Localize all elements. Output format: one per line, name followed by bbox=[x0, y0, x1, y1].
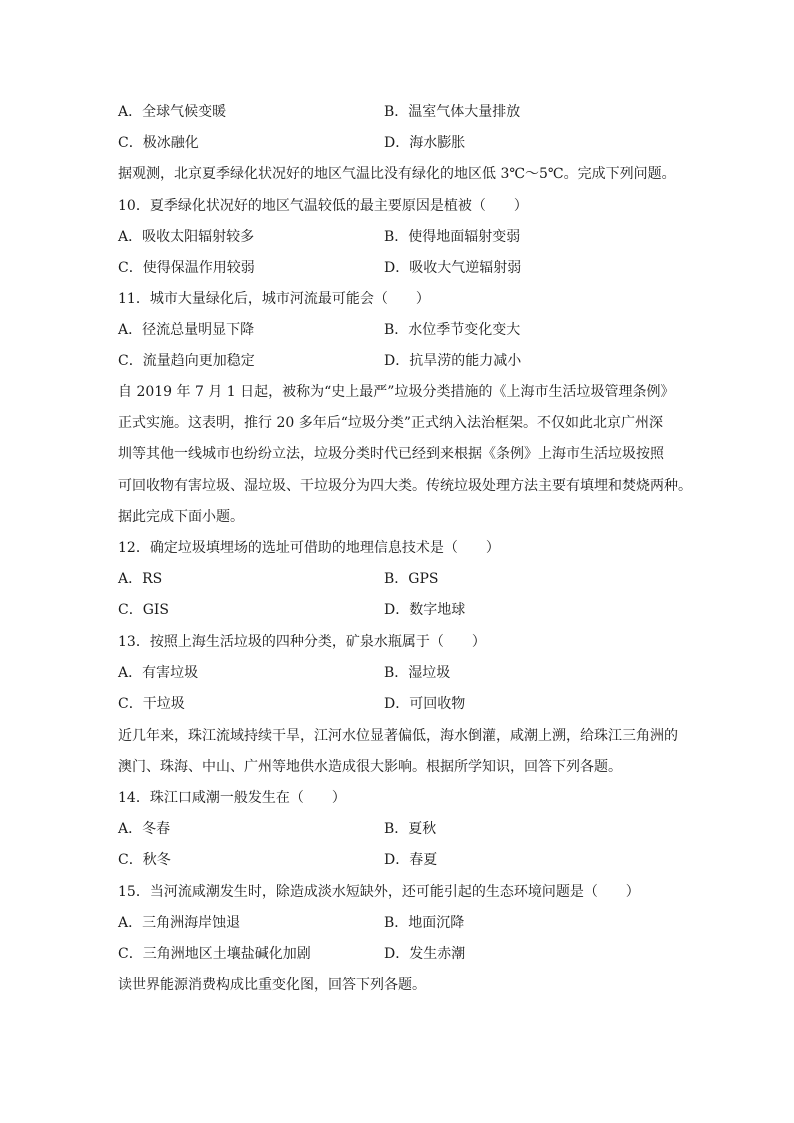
q11-option-a: A．径流总量明显下降 bbox=[118, 322, 255, 338]
q9-option-d: D．海水膨胀 bbox=[384, 135, 466, 151]
q11-option-c: C．流量趋向更加稳定 bbox=[118, 353, 255, 369]
q10-option-c: C．使得保温作用较弱 bbox=[118, 260, 255, 276]
q13-stem: 13．按照上海生活垃圾的四种分类，矿泉水瓶属于（ ） bbox=[118, 634, 486, 650]
q9-option-b: B．温室气体大量排放 bbox=[384, 104, 521, 120]
intro-tide-line1: 近几年来，珠江流域持续干旱，江河水位显著偏低，海水倒灌，咸潮上溯，给珠江三角洲的 bbox=[118, 728, 678, 744]
q12-option-d: D．数字地球 bbox=[384, 602, 466, 618]
intro-green: 据观测，北京夏季绿化状况好的地区气温比没有绿化的地区低 3℃～5℃。完成下列问题。 bbox=[118, 166, 676, 182]
q15-option-b: B．地面沉降 bbox=[384, 915, 465, 931]
intro-garbage-line1: 自 2019 年 7 月 1 日起，被称为“史上最严”垃圾分类措施的《上海市生活垃圾管理条例》 bbox=[118, 384, 675, 400]
intro-garbage-line5: 据此完成下面小题。 bbox=[118, 509, 244, 525]
q11-stem: 11．城市大量绿化后，城市河流最可能会（ ） bbox=[118, 291, 430, 307]
q13-option-d: D．可回收物 bbox=[384, 696, 466, 712]
q13-option-b: B．湿垃圾 bbox=[384, 665, 451, 681]
q12-option-b: B．GPS bbox=[384, 571, 439, 587]
q15-option-d: D．发生赤潮 bbox=[384, 946, 466, 962]
q9-option-c: C．极冰融化 bbox=[118, 135, 199, 151]
q14-stem: 14．珠江口咸潮一般发生在（ ） bbox=[118, 790, 346, 806]
intro-energy: 读世界能源消费构成比重变化图，回答下列各题。 bbox=[118, 977, 426, 993]
intro-garbage-line2: 正式实施。这表明，推行 20 多年后“垃圾分类”正式纳入法治框架。不仅如此北京广州深 bbox=[118, 415, 664, 431]
q12-option-a: A．RS bbox=[118, 571, 163, 587]
intro-garbage-line4: 可回收物有害垃圾、湿垃圾、干垃圾分为四大类。传统垃圾处理方法主要有填埋和焚烧两种。 bbox=[118, 478, 692, 494]
q14-option-a: A．冬春 bbox=[118, 821, 171, 837]
q9-option-a: A．全球气候变暖 bbox=[118, 104, 227, 120]
q11-option-d: D．抗旱涝的能力减小 bbox=[384, 353, 522, 369]
q14-option-c: C．秋冬 bbox=[118, 852, 171, 868]
q12-stem: 12．确定垃圾填埋场的选址可借助的地理信息技术是（ ） bbox=[118, 540, 500, 556]
q15-stem: 15．当河流咸潮发生时，除造成淡水短缺外，还可能引起的生态环境问题是（ ） bbox=[118, 884, 640, 900]
q10-option-d: D．吸收大气逆辐射弱 bbox=[384, 260, 522, 276]
q14-option-d: D．春夏 bbox=[384, 852, 438, 868]
q13-option-a: A．有害垃圾 bbox=[118, 665, 199, 681]
q14-option-b: B．夏秋 bbox=[384, 821, 437, 837]
q15-option-a: A．三角洲海岸蚀退 bbox=[118, 915, 241, 931]
q11-option-b: B．水位季节变化变大 bbox=[384, 322, 521, 338]
q10-option-a: A．吸收太阳辐射较多 bbox=[118, 229, 255, 245]
q10-option-b: B．使得地面辐射变弱 bbox=[384, 229, 521, 245]
q15-option-c: C．三角洲地区土壤盐碱化加剧 bbox=[118, 946, 311, 962]
intro-garbage-line3: 圳等其他一线城市也纷纷立法，垃圾分类时代已经到来根据《条例》上海市生活垃圾按照 bbox=[118, 446, 664, 462]
q12-option-c: C．GIS bbox=[118, 602, 170, 618]
q10-stem: 10．夏季绿化状况好的地区气温较低的最主要原因是植被（ ） bbox=[118, 198, 528, 214]
intro-tide-line2: 澳门、珠海、中山、广州等地供水造成很大影响。根据所学知识，回答下列各题。 bbox=[118, 759, 622, 775]
q13-option-c: C．干垃圾 bbox=[118, 696, 185, 712]
